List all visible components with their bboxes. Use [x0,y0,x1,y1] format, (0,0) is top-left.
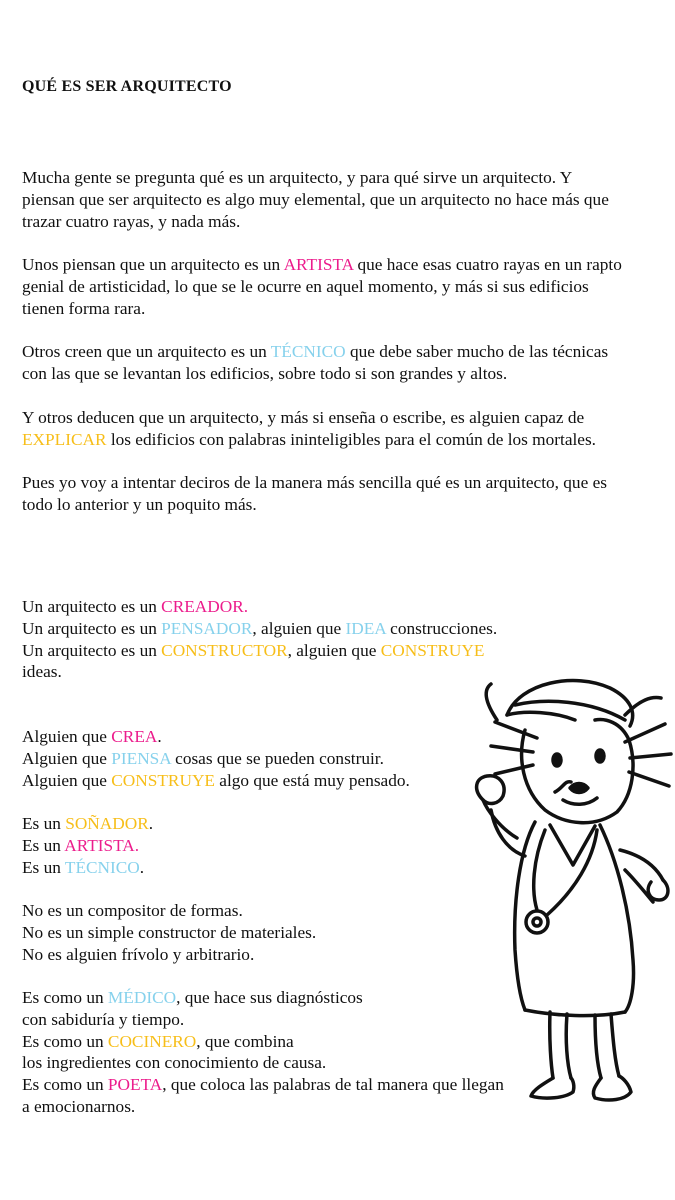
keyword-piensa: PIENSA [111,748,171,768]
line: Es un TÉCNICO. [22,857,145,877]
line: Es un SOÑADOR. [22,814,154,833]
keyword-poeta: POETA [107,1075,163,1095]
line: No es un compositor de formas. [22,901,243,920]
keyword-explicar: EXPLICAR [22,429,107,449]
line: con sabiduría y tiempo. [22,1009,185,1029]
line: Es como un MÉDICO, que hace sus diagnósticos [22,988,363,1007]
keyword-medico: MÉDICO [107,988,177,1007]
keyword-pensador: PENSADOR [161,618,253,638]
footer-strip [0,1192,675,1200]
keyword-creador: CREADOR. [161,597,249,616]
intro-paragraph-4: Y otros deducen que un arquitecto, y más si enseña o escribe, es alguien capaz de EXPLICAR los edificios con palabras ininteligibles para el común de los mortales. [22,407,597,449]
keyword-sonador: SOÑADOR [65,814,149,833]
keyword-crea: CREA [111,727,158,746]
line: Es un ARTISTA. [22,835,140,855]
line: Alguien que PIENSA cosas que se pueden construir. [22,748,384,768]
line: Un arquitecto es un CREADOR. [22,597,249,616]
intro-section [22,167,622,516]
keyword-artista-2: ARTISTA. [64,835,140,855]
line: No es un simple constructor de materiales. [22,922,317,942]
intro-paragraph-5: Pues yo voy a intentar deciros de la manera más sencilla qué es un arquitecto, que es todo lo anterior y un poquito más. [22,473,607,514]
line: Un arquitecto es un PENSADOR, alguien que IDEA construcciones. [22,618,498,638]
intro-paragraph-1: Mucha gente se pregunta qué es un arquitecto, y para qué sirve un arquitecto. Y piensan que ser arquitecto es algo muy elemental, que un arquitecto no hace más que trazar cuatro rayas, y nada más. [22,168,609,231]
keyword-idea: IDEA [345,618,386,638]
doctor-mouse-illustration [425,660,675,1110]
keyword-construye-2: CONSTRUYE [111,770,215,790]
line: Alguien que CREA. [22,727,162,746]
keyword-tecnico: TÉCNICO [270,342,346,362]
line: No es alguien frívolo y arbitrario. [22,944,255,964]
line: Un arquitecto es un CONSTRUCTOR, alguien que CONSTRUYE [22,640,485,660]
line: Alguien que CONSTRUYE algo que está muy pensado. [22,770,410,790]
keyword-construye: CONSTRUYE [380,640,485,660]
keyword-artista: ARTISTA [283,255,354,275]
page-title: QUÉ ES SER ARQUITECTO [22,78,232,95]
line: a emocionarnos. [22,1096,136,1116]
keyword-tecnico-2: TÉCNICO [64,857,140,877]
line: ideas. [22,662,62,682]
keyword-constructor: CONSTRUCTOR [161,640,288,660]
line: Es como un POETA, que coloca las palabras de tal manera que llegan [22,1075,504,1095]
line: Es como un COCINERO, que combina [22,1031,294,1051]
intro-paragraph-2: Unos piensan que un arquitecto es un ARTISTA que hace esas cuatro rayas en un rapto genial de artisticidad, lo que se le ocurre en aquel momento, y más si sus edificios tienen forma rara. [22,255,622,318]
intro-paragraph-3: Otros creen que un arquitecto es un TÉCNICO que debe saber mucho de las técnicas con las que se levantan los edificios, sobre todo si son grandes y altos. [22,342,609,384]
line: los ingredientes con conocimiento de causa. [22,1053,327,1073]
keyword-cocinero: COCINERO [107,1031,197,1051]
